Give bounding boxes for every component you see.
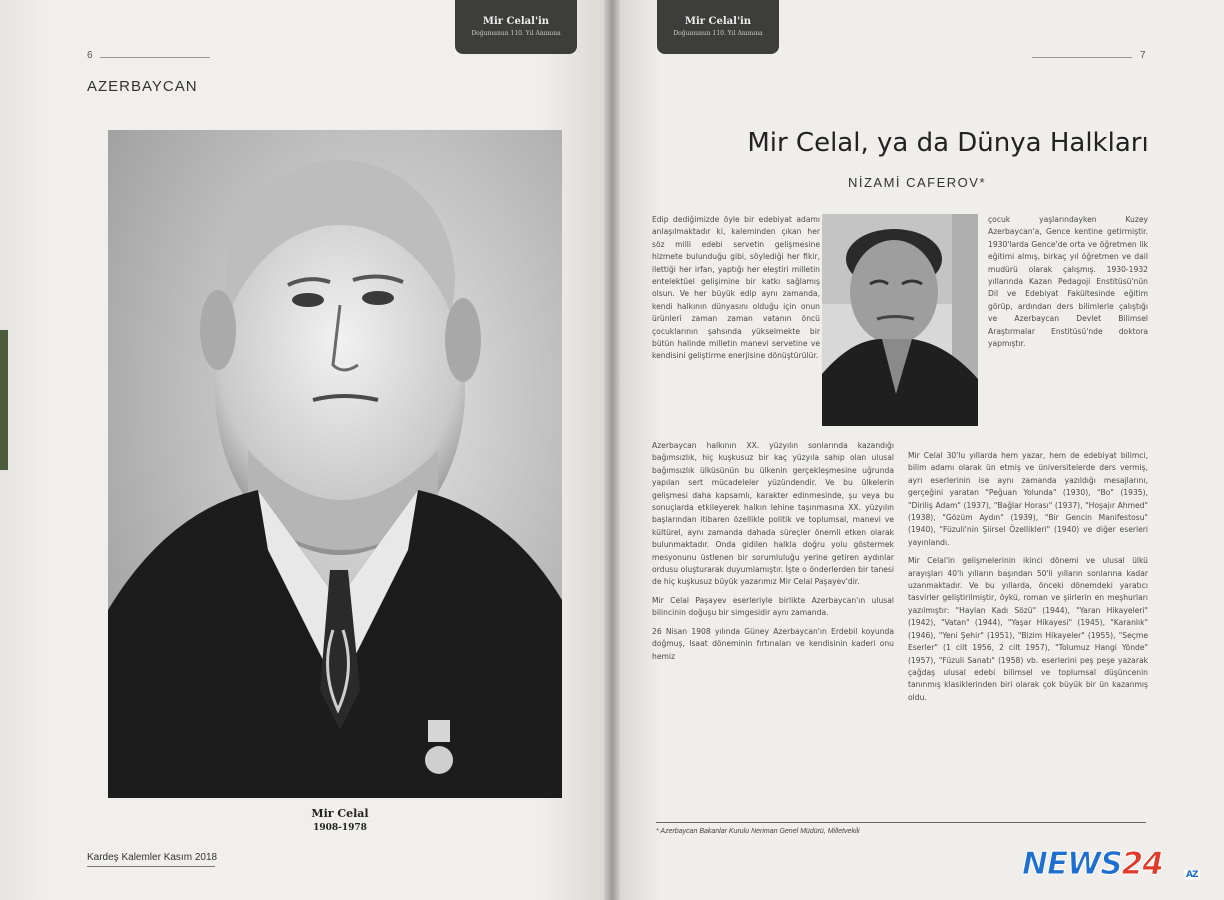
article-column-right-lower — [908, 450, 1148, 710]
page-edge-strip — [0, 330, 8, 470]
article-column-right — [988, 214, 1148, 356]
photo-caption-name: Mir Celal — [311, 807, 369, 820]
paragraph: Mir Celal'in gelişmelerinin ikinci dönemi ve ulusal ülkü arayışları 40'lı yılların başından 50'li yılların sonlarına kadar uzanmaktadır. Ve bu yıllarda, önceki dönemdeki yaratıcı tasvirler geliştirilmiştir, öykü, roman ve şiirlerin en meşhurları yazılmıştır: "Haylan Kadı Sözü" (1944), "Yaran Hikayeleri" (1942), "Vatan" (1944), "Yaşar Hikayesi" (1945), "Karanlık" (1946), "Yeni Şehir" (1951), "Bizim Hikayeler" (1955), "Seçme Eserler" (1 cilt 1956, 2 cilt 1957), "Tolumuz Hangi Yönde" (1957), "Füzuli Sanatı" (1958) vb. eserlerini peş peşe yazarak çağdaş ulusal edebi bilimsel ve toplumsal düşüncenin tanınmış klasiklerinden biri olarak çok büyük bir ün kazanmış oldu. — [908, 556, 1148, 702]
article-title: Mir Celal, ya da Dünya Halkları — [747, 128, 1149, 158]
header-tab-right — [657, 0, 779, 54]
header-tab-subtitle: Doğumunun 110. Yıl Anımına — [471, 30, 561, 37]
news24-watermark-logo — [1022, 846, 1212, 886]
paragraph: Azerbaycan halkının XX. yüzyılın sonlarında kazandığı bağımsızlık, hiç kuşkusuz bir kaç yüzyıla sahip olan ulusal bağımsızlık ülküsünün bu ülkenin gerçekleşmesine uğrunda yapılan sert mücadeleler yüzündendir. Ve bu ülkelerin gelişmesi daha kapsamlı, karakter edinmesinde, şu veya bu sonuçlarda etkileyerek halkın lehine taşınmasına XX. yüzyılın başlarından itibaren özellikle politik ve toplumsal, manevi ve kültürel, aynı zamanda dahada süreçler önemli etken olarak bulunmaktadır. Onda gidilen halkla doğru yolu göstermek mesyonunu üstlenen bir sorumluluğu yerine getiren aydınlar ordusu oluşturarak duyumlamıştır. İşte o önderlerden bir tanesi de hiç kuşkusuz büyük yazarımız Mir Celal Paşayev'dir. — [652, 441, 894, 587]
header-rule-left — [100, 57, 210, 58]
section-heading: AZERBAYCAN — [87, 78, 198, 95]
article-author: NİZAMİ CAFEROV* — [847, 175, 987, 190]
page-number-right: 7 — [1140, 50, 1146, 61]
footnote-rule — [656, 822, 1146, 823]
header-tab-title: Mir Celal'in — [482, 16, 550, 27]
header-tab-subtitle: Doğumunun 110. Yıl Anımına — [673, 30, 763, 37]
paragraph: Edip dediğimizde öyle bir edebiyat adamı anlaşılmaktadır ki, kaleminden çıkan her söz milli edebi servetin gelişmesine hizmete bulunduğu gibi, söylediği her fikir, ilettiği her irfan, yaptığı her eleştiri milletin entelektüel gelişimine bir katkı sağlamış olsun. Ve her büyük edip aynı zamanda, kendi halkının dünyasını olduğu için onun ürünleri zaman zaman vatanın öncü çocuklarının şahsında yükselmekte bir bütün halinde milletin manevi servetine ve kendisini geliştirme enerjisine dönüştürülür. — [652, 215, 820, 361]
header-tab-left — [455, 0, 577, 54]
article-column-left-lower — [652, 440, 894, 669]
page-footer: Kardeş Kalemler Kasım 2018 — [87, 852, 218, 863]
logo-news-text: NEWS — [1022, 846, 1122, 882]
paragraph: 26 Nisan 1908 yılında Güney Azerbaycan'ın Erdebil koyunda doğmuş, Isaat döneminin fırtınaları ve kendisinin kaderi onu hemiz — [652, 626, 894, 661]
right-page — [612, 0, 1224, 900]
portrait-photo-mir-celal — [108, 130, 562, 798]
paragraph: Mir Celal Paşayev eserleriyle birlikte Azerbaycan'ın ulusal bilincinin doğuşu bir simgesidir aynı zamanda. — [652, 595, 894, 618]
page-number-left: 6 — [87, 50, 93, 61]
photo-caption-years: 1908-1978 — [313, 823, 367, 833]
article-column-left — [652, 214, 820, 369]
logo-number-text: 24 — [1121, 846, 1163, 882]
header-rule-right — [1032, 57, 1132, 58]
logo-tld-text: AZ — [1186, 870, 1198, 880]
header-tab-title: Mir Celal'in — [684, 16, 752, 27]
book-gutter — [604, 0, 620, 900]
author-portrait-photo — [822, 214, 978, 426]
paragraph: çocuk yaşlarındayken Kuzey Azerbaycan'a, Gence kentine getirmiştir. 1930'larda Gence'de orta ve öğretmen lik eğitimi almış, birkaç yıl öğretmen ve dail mudürü olarak çalışmış. 1930-1932 yıllarında Kazan Pedagoji Enstitüsü'nün Dil ve Edebiyat Fakültesinde eğitim görüp, ardından ders bilimlerle çalıştığı ve Azerbaycan Devlet Bilimsel Araştırmalar Enstitüsü'nde doktora yapmıştır. — [988, 215, 1148, 349]
footnote: * Azerbaycan Bakanlar Kurulu Neriman Genel Müdürü, Milletvekili — [656, 828, 860, 835]
footer-rule — [87, 866, 215, 867]
paragraph: Mir Celal 30'lu yıllarda hem yazar, hem de edebiyat bilimci, bilim adamı olarak ün etmiş ve üniversitelerde ders vermiş, ayrı eserlerinin ise aynı zamanda yazıldığı mesajlarını, gerçeğini yaratan "Peğuan Yolunda" (1930), "Bo" (1935), "Diriliş Adam" (1937), "Bağlar Horası" (1937), "Hoşajır Ahmed" (1938), "Gözüm Aydın" (1939), "Bir Gencin Manifestosu" (1940), "Füzuli'nin Şiirsel Özellikleri" (1940) ve diğer eserleri yayınlandı. — [908, 451, 1148, 547]
